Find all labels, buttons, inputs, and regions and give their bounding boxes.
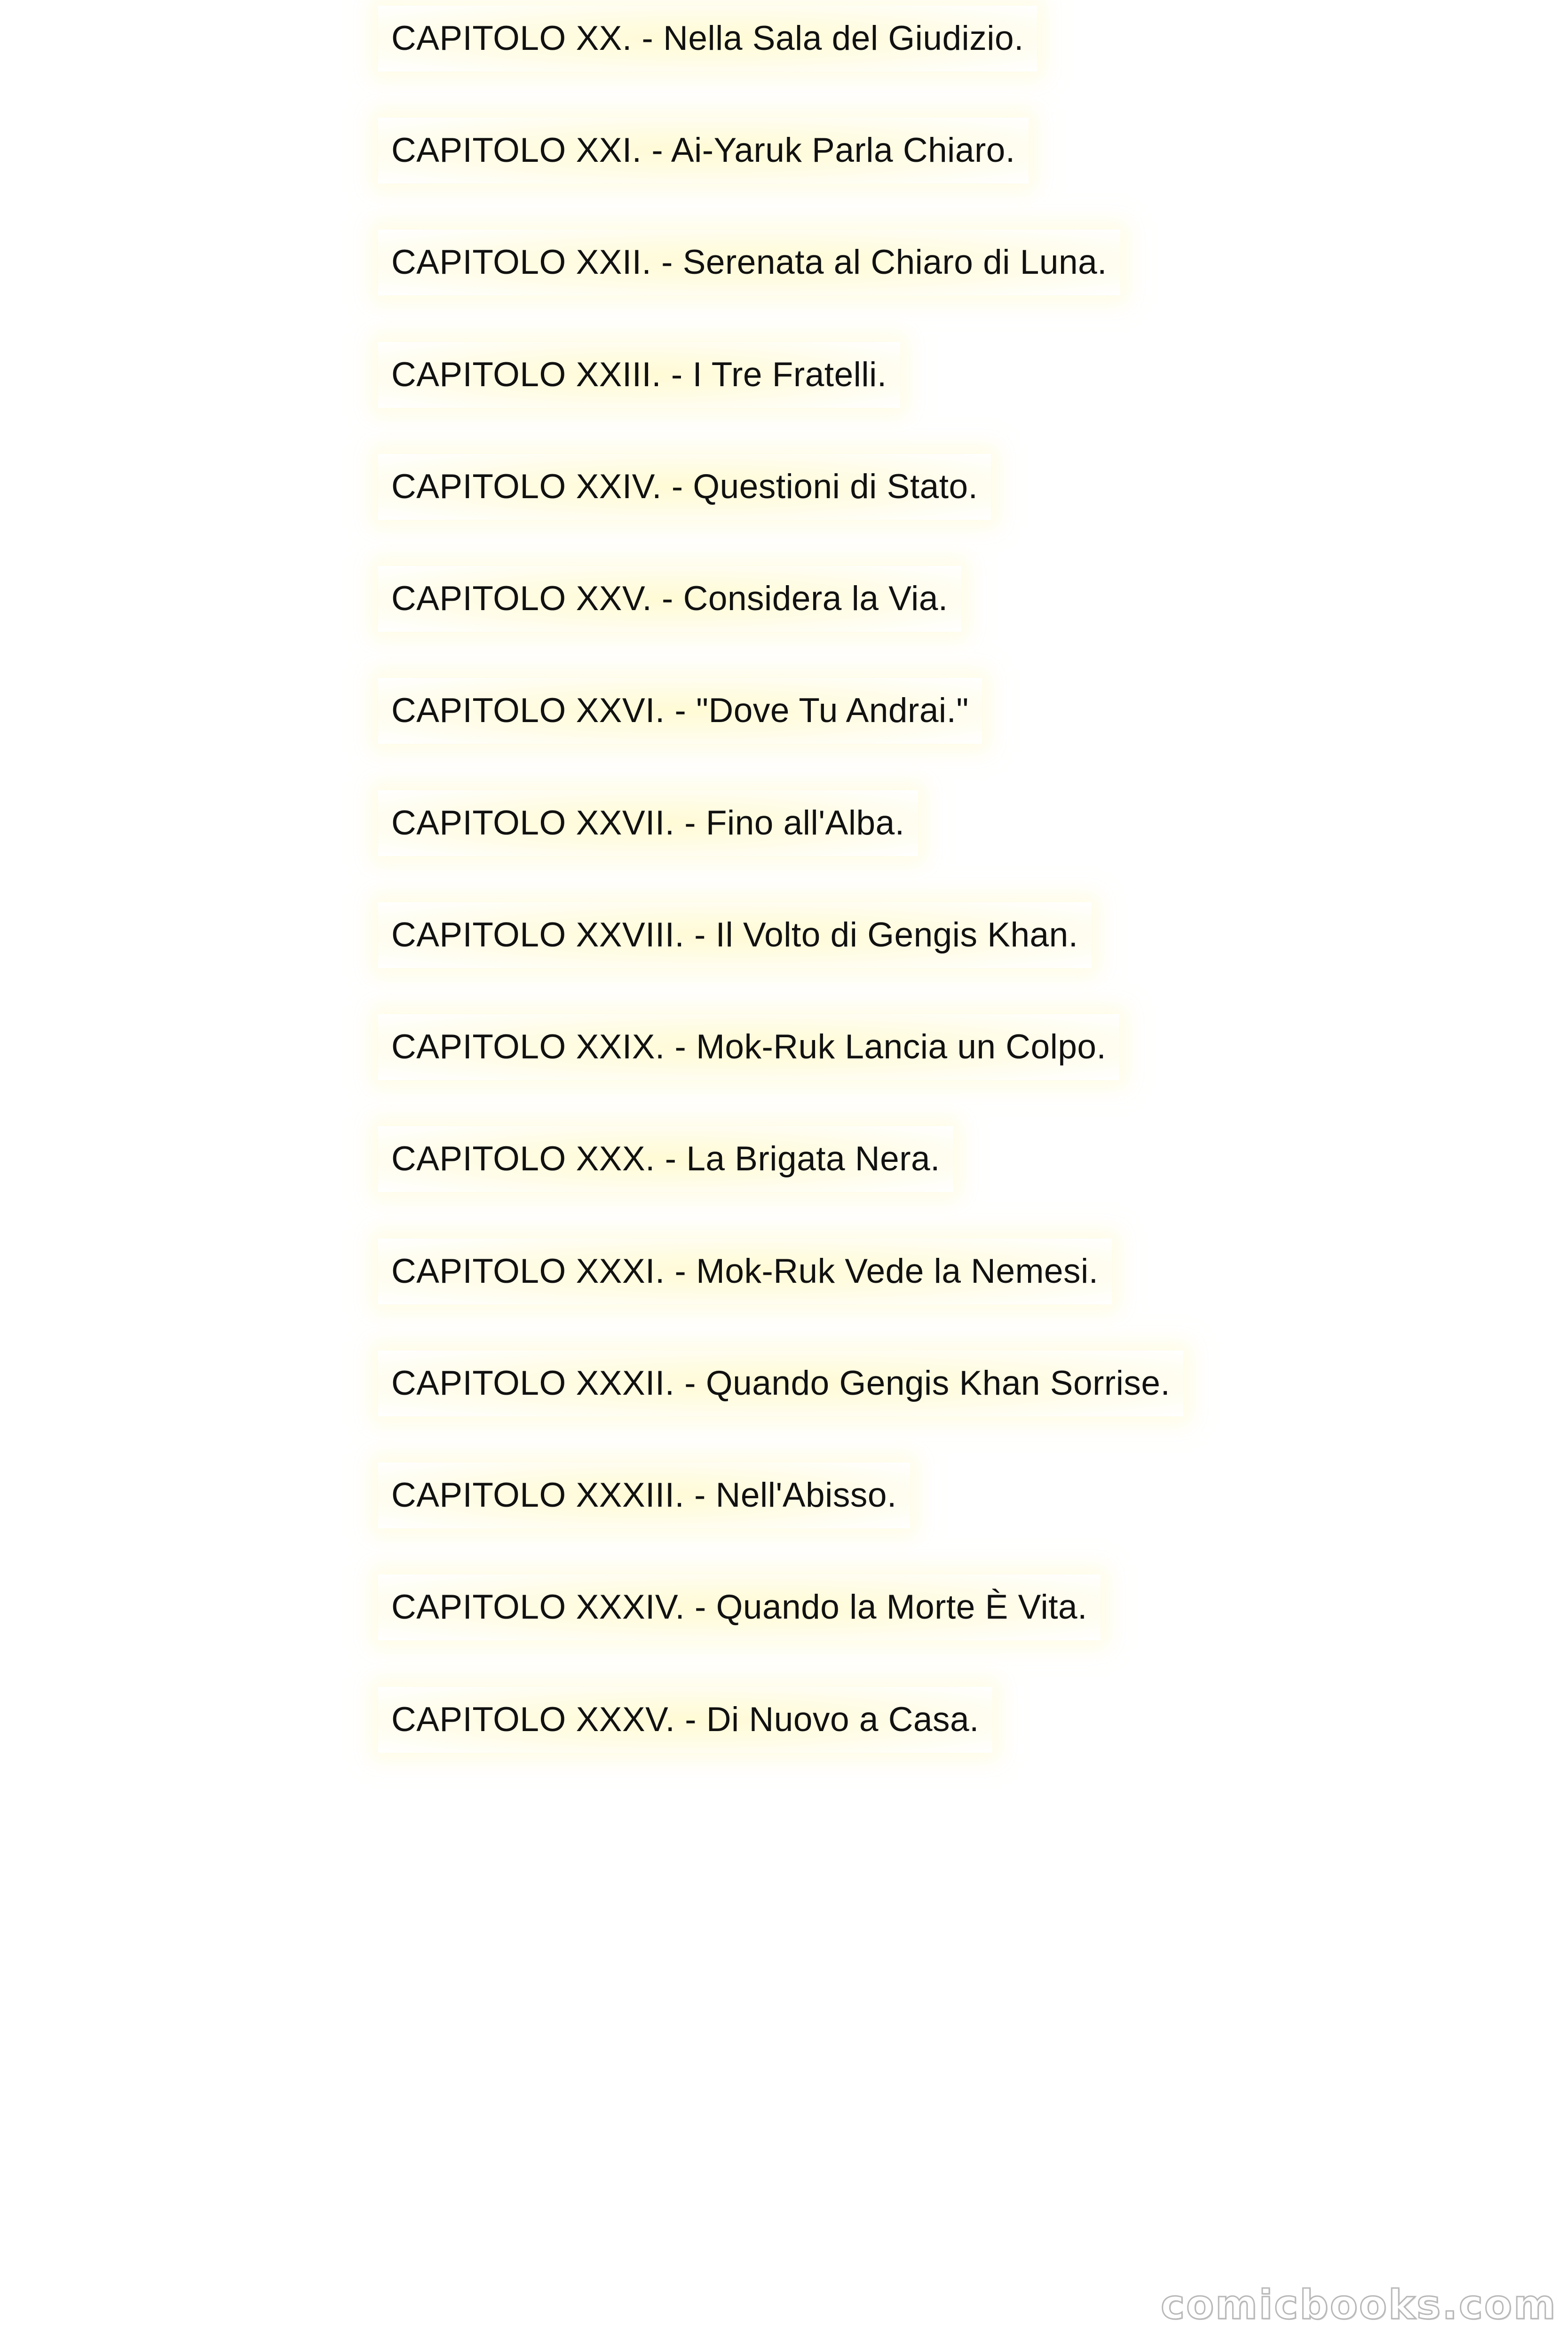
chapter-title: CAPITOLO XXIV. - Questioni di Stato. — [378, 454, 991, 520]
chapter-title: CAPITOLO XXV. - Considera la Via. — [378, 566, 961, 632]
chapter-entry — [391, 902, 1092, 968]
chapter-entry — [391, 678, 982, 744]
chapter-title: CAPITOLO XXXI. - Mok-Ruk Vede la Nemesi. — [378, 1239, 1112, 1304]
chapter-title: CAPITOLO XXXIII. - Nell'Abisso. — [378, 1462, 910, 1528]
chapter-title: CAPITOLO XXXV. - Di Nuovo a Casa. — [378, 1687, 992, 1753]
chapter-title: CAPITOLO XXIII. - I Tre Fratelli. — [378, 342, 900, 408]
chapter-title: CAPITOLO XXVI. - "Dove Tu Andrai." — [378, 678, 982, 744]
chapter-title: CAPITOLO XXIX. - Mok-Ruk Lancia un Colpo. — [378, 1014, 1119, 1080]
chapter-title: CAPITOLO XXII. - Serenata al Chiaro di Luna. — [378, 230, 1120, 295]
chapter-entry — [391, 1462, 910, 1528]
chapter-title: CAPITOLO XXXII. - Quando Gengis Khan Sorrise. — [378, 1351, 1183, 1416]
chapter-title: CAPITOLO XXI. - Ai-Yaruk Parla Chiaro. — [378, 118, 1029, 183]
watermark-logo: comicbooks.com — [1161, 2281, 1557, 2328]
chapter-entry — [391, 790, 918, 856]
chapter-title: CAPITOLO XXVIII. - Il Volto di Gengis Khan. — [378, 902, 1092, 968]
chapter-title: CAPITOLO XXXIV. - Quando la Morte È Vita. — [378, 1574, 1101, 1640]
chapter-entry — [391, 342, 900, 408]
chapter-title: CAPITOLO XXVII. - Fino all'Alba. — [378, 790, 918, 856]
chapter-title: CAPITOLO XX. - Nella Sala del Giudizio. — [378, 6, 1037, 72]
chapter-entry — [391, 6, 1037, 72]
chapter-entry — [391, 566, 961, 632]
chapter-entry — [391, 1687, 992, 1753]
chapter-entry — [391, 454, 991, 520]
chapter-entry — [391, 1574, 1101, 1640]
chapter-title: CAPITOLO XXX. - La Brigata Nera. — [378, 1126, 953, 1192]
chapter-entry — [391, 1126, 953, 1192]
chapter-entry — [391, 230, 1120, 295]
chapter-entry — [391, 118, 1029, 183]
chapter-entry — [391, 1014, 1119, 1080]
chapter-entry — [391, 1239, 1112, 1304]
chapter-entry — [391, 1351, 1183, 1416]
